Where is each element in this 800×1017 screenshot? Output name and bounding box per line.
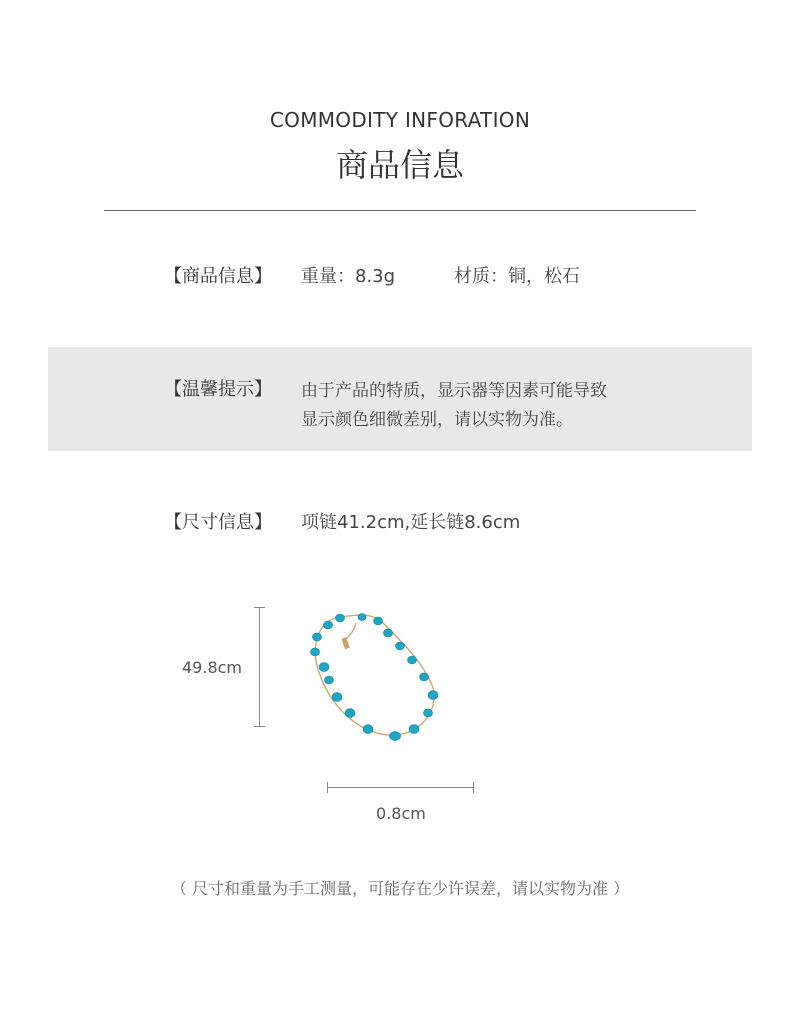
height-dimension-cap-top [254, 607, 265, 608]
material-value: 材质：铜，松石 [454, 266, 580, 287]
height-dimension-label: 49.8cm [182, 658, 243, 677]
weight-value: 重量：8.3g [301, 266, 396, 287]
turquoise-beads-icon [311, 614, 439, 741]
tips-line-1: 由于产品的特质，显示器等因素可能导致 [301, 381, 607, 401]
title-english: COMMODITY INFORATION [269, 108, 531, 132]
necklace-image [300, 605, 450, 745]
height-dimension-cap-bottom [254, 726, 265, 727]
width-dimension-label: 0.8cm [376, 804, 426, 823]
measurement-note: （ 尺寸和重量为手工测量，可能存在少许误差，请以实物为准 ） [170, 879, 630, 898]
product-info-label: 【商品信息】 [164, 266, 272, 287]
chain-icon [315, 615, 434, 735]
header-divider [104, 210, 696, 211]
height-dimension-line [259, 607, 260, 727]
size-value: 项链41.2cm,延长链8.6cm [301, 512, 521, 533]
width-dimension-cap-left [327, 782, 328, 793]
size-info-label: 【尺寸信息】 [164, 512, 272, 533]
width-dimension-cap-right [473, 782, 474, 793]
tips-line-2: 显示颜色细微差别，请以实物为准。 [301, 410, 573, 430]
width-dimension-line [327, 787, 474, 788]
tips-label: 【温馨提示】 [164, 379, 272, 400]
title-chinese: 商品信息 [335, 146, 464, 184]
